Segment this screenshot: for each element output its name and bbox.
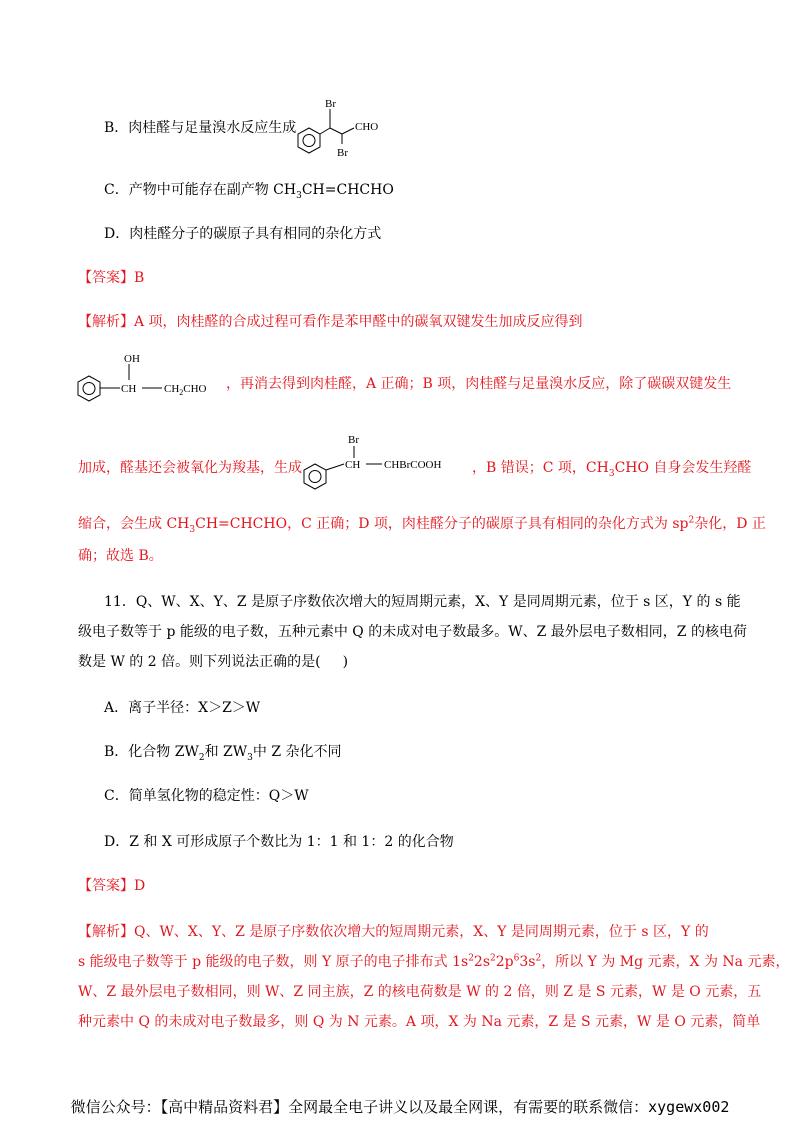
q10-option-c: C．产物中可能存在副产物 $CH_3CH=CHCHO$ bbox=[104, 182, 394, 201]
q10-analysis-line-2: ，再消去得到肉桂醛，A 正确；B 项，肉桂醛与足量溴水反应，除了碳碳双键发生 bbox=[226, 376, 732, 392]
q10-analysis-line-5: 确；故选 B。 bbox=[78, 548, 163, 564]
benzene-ring bbox=[78, 376, 100, 401]
q11-analysis-line-2: s 能级电子数等于 p 能级的电子数，则 Y 原子的电子排布式 $1s^22s^22p^63s^2$，所以 Y 为 Mg 元素，X 为 Na 元素， bbox=[78, 953, 790, 970]
q10-option-d: D．肉桂醛分子的碳原子具有相同的杂化方式 bbox=[104, 226, 382, 242]
q10-analysis-line-3: 加成，醛基还会被氧化为羧基，生成 bbox=[78, 460, 302, 476]
q10-analysis-line-3b: ，B 错误；C 项，$CH_3CHO$ 自身会发生羟醛 bbox=[472, 460, 752, 479]
q10-analysis-line-4: 缩合，会生成 $CH_3CH=CHCHO$，C 正确；D 项，肉桂醛分子的碳原子具有相同的杂化方式为 $sp^2$杂化，D 正 bbox=[78, 515, 766, 535]
q11-option-a: A．离子半径：X＞Z＞W bbox=[104, 700, 261, 716]
q11-option-d: D．Z 和 X 可形成原子个数比为 1：1 和 1：2 的化合物 bbox=[104, 834, 454, 850]
struct-a-oh: OH bbox=[124, 353, 140, 365]
struct-a-ch: CH bbox=[121, 383, 137, 395]
q11-answer: 【答案】D bbox=[78, 878, 146, 894]
q11-option-c: C．简单氢化物的稳定性：Q＞W bbox=[104, 788, 309, 804]
struct-c-ch: CH bbox=[345, 459, 361, 471]
q11-option-b: B．化合物 $ZW_2$和 $ZW_3$中 Z 杂化不同 bbox=[104, 744, 342, 763]
q10-option-b: B．肉桂醛与足量溴水反应生成 bbox=[104, 120, 297, 136]
q11-stem-line-1: 11．Q、W、X、Y、Z 是原子序数依次增大的短周期元素，X、Y 是同周期元素，位于 s 区，Y 的 s 能 bbox=[104, 594, 741, 610]
q11-stem-line-3: 数是 W 的 2 倍。则下列说法正确的是( ) bbox=[78, 654, 349, 670]
struct-b-cho: CHO bbox=[355, 121, 379, 133]
benzene-ring bbox=[304, 464, 326, 489]
wechat-id: xygewx002 bbox=[648, 1098, 730, 1116]
struct-c-br: Br bbox=[348, 434, 359, 446]
footer-promo: 微信公众号：【高中精品资料君】全网最全电子讲义以及最全网课，有需要的联系微信：xygewx002 bbox=[70, 1098, 730, 1116]
hydroxy-aldehyde-structure bbox=[72, 342, 232, 414]
q11-analysis-line-1: 【解析】Q、W、X、Y、Z 是原子序数依次增大的短周期元素，X、Y 是同周期元素，位于 s 区，Y 的 bbox=[78, 924, 709, 940]
q10-analysis-line-1: 【解析】A 项，肉桂醛的合成过程可看作是苯甲醛中的碳氧双键发生加成反应得到 bbox=[78, 314, 583, 330]
q11-analysis-line-4: 种元素中 Q 的未成对电子数最多，则 Q 为 N 元素。A 项，X 为 Na 元素，Z 是 S 元素，W 是 O 元素，简单 bbox=[78, 1014, 761, 1030]
q10-answer: 【答案】B bbox=[78, 270, 145, 286]
q11-analysis-line-3: W、Z 最外层电子数相同，则 W、Z 同主族，Z 的核电荷数是 W 的 2 倍，则 Z 是 S 元素，W 是 O 元素，五 bbox=[78, 984, 762, 1000]
struct-b-br-bottom: Br bbox=[337, 147, 348, 159]
q11-stem-line-2: 级电子数等于 p 能级的电子数，五种元素中 Q 的未成对电子数最多。W、Z 最外层电子数相同，Z 的核电荷 bbox=[78, 624, 747, 640]
struct-b-br-top: Br bbox=[325, 98, 336, 110]
bromo-acid-structure bbox=[298, 430, 478, 500]
benzene-ring bbox=[298, 128, 320, 153]
struct-a-ch2: $CH_2CHO$ bbox=[164, 383, 207, 397]
struct-c-rest: CHBrCOOH bbox=[384, 459, 442, 471]
dibromo-aldehyde-structure bbox=[292, 94, 392, 164]
